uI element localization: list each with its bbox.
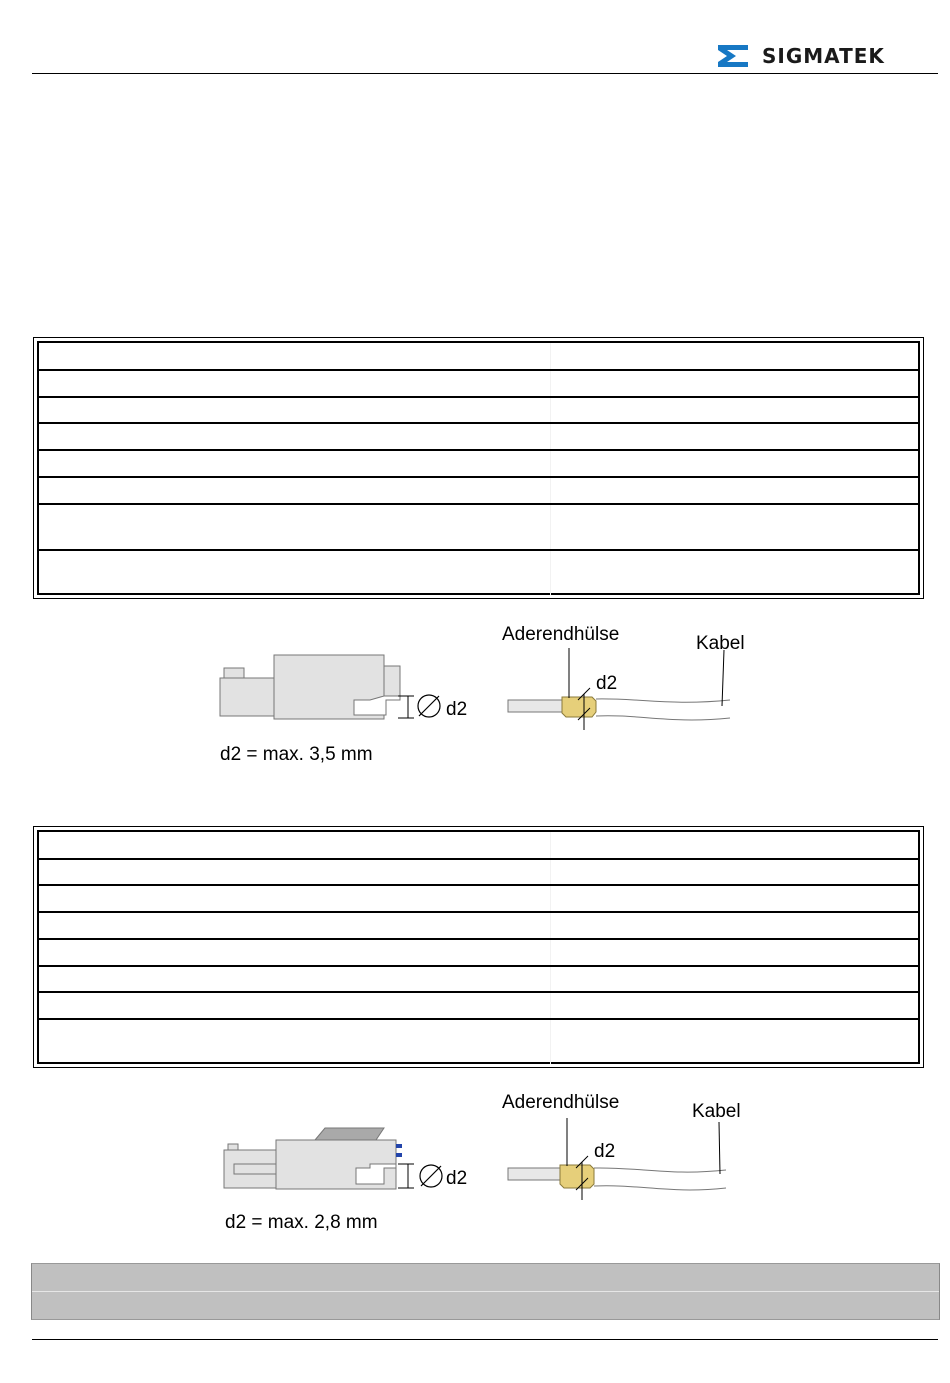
table-row: [39, 451, 918, 478]
header-divider: [32, 73, 938, 74]
sleeve-label: Aderendhülse: [502, 1092, 620, 1113]
table-row: [39, 478, 918, 505]
connector-d2-label: d2: [446, 699, 468, 720]
table-row: [39, 371, 918, 398]
sleeve-d2-label: d2: [594, 1141, 616, 1162]
spec-table-1-grid: [37, 341, 920, 595]
spec-table-2: [33, 826, 924, 1068]
table-row: [39, 551, 918, 595]
table-row: [39, 913, 918, 940]
figure-2: [200, 1088, 760, 1248]
table-row: [39, 1020, 918, 1064]
table-row: [39, 505, 918, 551]
sleeve-label: Aderendhülse: [502, 624, 620, 645]
table-row: [39, 940, 918, 967]
spec-table-1: [33, 337, 924, 599]
table-row: [39, 993, 918, 1020]
table-row: [39, 343, 918, 371]
table-row: [39, 886, 918, 913]
table-row: [39, 860, 918, 886]
cable-label: Kabel: [692, 1101, 741, 1122]
connector-d2-label: d2: [446, 1168, 468, 1189]
figure-1: [200, 620, 760, 780]
cable-label: Kabel: [696, 633, 745, 654]
table-row: [39, 424, 918, 451]
spec-table-2-grid: [37, 830, 920, 1064]
sigmatek-logo-icon: [716, 43, 750, 69]
figure-caption: d2 = max. 2,8 mm: [225, 1212, 378, 1233]
table-row: [39, 832, 918, 860]
brand-name: SIGMATEK: [762, 44, 885, 68]
note-box: [31, 1263, 940, 1320]
table-row: [39, 967, 918, 993]
sigmatek-logo: [716, 43, 938, 69]
sleeve-d2-label: d2: [596, 673, 618, 694]
figure-caption: d2 = max. 3,5 mm: [220, 744, 373, 765]
note-divider: [32, 1291, 939, 1292]
footer-divider: [32, 1339, 938, 1340]
table-row: [39, 398, 918, 424]
